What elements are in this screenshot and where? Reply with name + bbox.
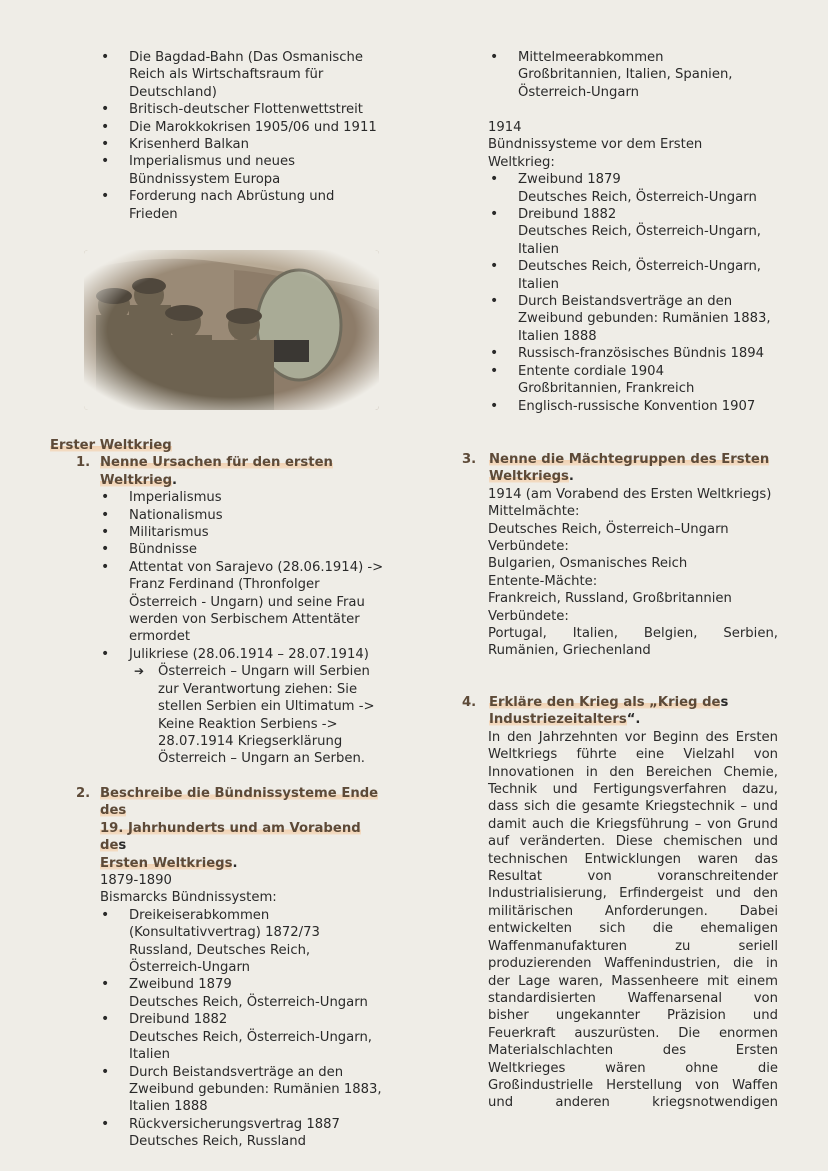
question-3-answer-line: Verbündete: — [488, 539, 569, 555]
julikrise-arrow-list — [50, 663, 390, 767]
question-2-block — [50, 785, 390, 1151]
cause-bullet-item-line: ermordet — [129, 629, 191, 645]
question-3-answer-line: Bulgarien, Osmanisches Reich — [488, 556, 688, 572]
question-2-title-line — [100, 855, 390, 872]
bismarck-bullet-item-line: • Rückversicherungsvertrag 1887 — [129, 1116, 340, 1132]
alliance-1914-bullet-item-line: Deutsches Reich, Österreich-Ungarn, — [518, 224, 761, 240]
cause-bullet-item-line: werden von Serbischem Attentäter — [129, 612, 360, 628]
question-2-title-highlight: Beschreibe die Bündnissysteme Ende des — [100, 786, 379, 819]
question-3-title — [462, 451, 778, 486]
bismarck-system-title: Bismarcks Bündnissystem: — [100, 890, 277, 906]
julikrise-line: Keine Reaktion Serbiens -> — [158, 716, 338, 732]
cause-bullet-item-line: • Attentat von Sarajevo (28.06.1914) -> — [129, 559, 384, 575]
question-2-title-highlight: 19. Jahrhunderts und am Vorabend de — [100, 820, 361, 854]
cause-bullet-item — [50, 507, 390, 524]
question-4-title — [462, 694, 778, 729]
question-4-answer-line: Weltkriegs führte eine Vielzahl von — [488, 747, 778, 763]
alliance-1914-bullet-item — [462, 398, 778, 415]
alliance-1914-bullet-item-line: Großbritannien, Frankreich — [518, 381, 695, 397]
cause-bullet-item — [50, 541, 390, 558]
intro-bullet-item-line: Frieden — [129, 206, 178, 222]
bismarck-bullet-item-line: • Dreibund 1882 — [129, 1012, 228, 1028]
question-1-period: . — [172, 472, 178, 488]
cause-bullet-item-line: • Julikriese (28.06.1914 – 28.07.1914) — [129, 646, 369, 662]
question-2-period: 1879-1890 — [100, 873, 172, 889]
alliance-1914-bullet-item-line: Deutsches Reich, Österreich-Ungarn — [518, 189, 757, 205]
bismarck-bullet-item-line: Zweibund gebunden: Rumänien 1883, — [129, 1081, 382, 1097]
cause-bullet-item-line: • Imperialismus — [129, 490, 222, 506]
question-4-answer-line: Innovationen in den Bereichen Chemie, — [488, 764, 778, 780]
alliance-title-line: Weltkrieg: — [488, 154, 555, 170]
mittelmeer-item — [462, 49, 778, 101]
question-3-title-line — [489, 451, 778, 468]
alliance-1914-bullet-item-line: • Zweibund 1879 — [518, 172, 621, 188]
mittelmeer-line: Großbritannien, Italien, Spanien, — [518, 67, 733, 83]
intro-bullet-item-line: • Die Bagdad-Bahn (Das Osmanische — [129, 50, 364, 65]
question-4-number: 4. — [462, 695, 477, 710]
question-2-title-line — [100, 785, 390, 820]
alliance-1914-bullet-item-line: Italien — [518, 276, 559, 292]
soldiers-photo — [84, 250, 379, 410]
bismarck-bullet-item-line: Deutsches Reich, Österreich-Ungarn, — [129, 1029, 372, 1045]
question-4-block — [462, 694, 778, 1112]
alliance-1914-bullet-item-line: • Entente cordiale 1904 — [518, 363, 664, 379]
question-4-answer-line: auf veränderten. Diese chemischen und — [488, 834, 778, 850]
question-4-answer-line: Industrialisierung, Erfindergeist und den — [488, 886, 778, 902]
bismarck-bullet-item — [50, 907, 390, 977]
question-4-answer-line: technischen Entwicklungen waren das — [488, 851, 778, 867]
question-2-title-tail: s — [118, 838, 127, 854]
question-4-answer — [462, 729, 778, 1112]
question-4-answer-line: damit auch die Kriegsführung – von Grund — [488, 816, 778, 832]
cause-bullet-item-line: • Militarismus — [129, 525, 209, 541]
cause-bullet-item — [50, 489, 390, 506]
question-4-title-tail: s — [720, 695, 729, 710]
alliance-system-title — [462, 136, 778, 171]
section-erster-weltkrieg — [50, 437, 390, 768]
question-2-number: 2. — [76, 786, 91, 801]
cause-bullet-item — [50, 559, 390, 646]
bismarck-bullet-item-line: • Zweibund 1879 — [129, 977, 232, 993]
bismarck-bullet-item-line: Österreich-Ungarn — [129, 960, 251, 976]
question-4-answer-line: Resultat von voranschreitender — [488, 869, 778, 885]
question-4-answer-line: produzierenden Waffenindustrien, die in — [488, 956, 778, 972]
intro-bullet-item — [50, 101, 390, 118]
bismarck-bullet-item-line: (Konsultativvertrag) 1872/73 — [129, 925, 320, 941]
julikrise-line: stellen Serbien ein Ultimatum -> — [158, 699, 375, 715]
intro-bullet-item-line: • Die Marokkokrisen 1905/06 und 1911 — [129, 119, 377, 135]
alliance-1914-bullet-item-line: • Durch Beistandsverträge an den — [518, 294, 733, 310]
question-1-title — [50, 454, 390, 489]
intro-bullet-item-line: Bündnissystem Europa — [129, 171, 281, 187]
question-3-title-tail: . — [568, 469, 574, 485]
year-1914: 1914 — [488, 120, 522, 135]
cause-bullet-item-line: Österreich - Ungarn) und seine Frau — [129, 594, 365, 610]
soldiers-photo-graphic — [84, 250, 379, 410]
question-4-answer-line: bisher ungekannter Präzision und — [488, 1008, 778, 1024]
bismarck-bullet-item — [50, 1116, 390, 1151]
bismarck-bullet-list — [50, 907, 390, 1151]
bismarck-bullet-item — [50, 1011, 390, 1063]
bismarck-bullet-item-line: Italien 1888 — [129, 1099, 208, 1115]
question-3-title-line — [489, 468, 778, 485]
julikrise-line: Österreich – Ungarn an Serben. — [158, 751, 365, 767]
mittelmeer-line: • Mittelmeerabkommen — [518, 50, 664, 65]
question-2-title — [50, 785, 390, 872]
intro-bullet-item — [50, 153, 390, 188]
intro-bullet-item-line: Reich als Wirtschaftsraum für — [129, 67, 324, 83]
alliance-1914-bullet-item-line: • Deutsches Reich, Österreich-Ungarn, — [518, 259, 761, 275]
alliance-1914-bullet-item — [462, 206, 778, 258]
section-title: Erster Weltkrieg — [50, 438, 172, 453]
intro-bullet-item-line: • Imperialismus und neues — [129, 154, 295, 170]
question-3-answer-line: Rumänien, Griechenland — [488, 643, 651, 659]
bismarck-bullet-item-line: Deutsches Reich, Russland — [129, 1134, 306, 1150]
question-3-answer — [462, 486, 778, 660]
alliance-1914-bullet-item — [462, 363, 778, 398]
alliance-1914-bullet-item-line: • Russisch-französisches Bündnis 1894 — [518, 346, 765, 362]
question-4-title-line — [489, 694, 778, 711]
question-2-title-highlight: Ersten Weltkriegs — [100, 855, 233, 871]
julikrise-arrow-item — [50, 663, 390, 767]
mittelmeer-line: Österreich-Ungarn — [518, 84, 640, 100]
question-2-title-line — [100, 820, 390, 855]
causes-bullet-list — [50, 489, 390, 663]
question-4-title-highlight: Erkläre den Krieg als „Krieg de — [489, 695, 721, 710]
question-3-block — [462, 451, 778, 660]
question-4-title-line — [489, 711, 778, 728]
bismarck-bullet-item — [50, 1064, 390, 1116]
cause-bullet-item-line: Franz Ferdinand (Thronfolger — [129, 577, 320, 593]
question-3-answer-line: Frankreich, Russland, Großbritannien — [488, 591, 732, 607]
mittelmeer-list — [462, 49, 778, 101]
bismarck-bullet-item-line: Italien — [129, 1047, 170, 1063]
intro-bullet-item — [50, 49, 390, 101]
alliance-1914-bullet-item — [462, 258, 778, 293]
intro-bullet-item-line: Deutschland) — [129, 84, 217, 100]
question-3-answer-line: Portugal, Italien, Belgien, Serbien, — [488, 626, 778, 642]
cause-bullet-item — [50, 524, 390, 541]
question-4-answer-line: Technik und Fertigungsverfahren dazu, — [488, 782, 778, 798]
question-4-answer-line: Weltkrieges wären ohne die — [488, 1060, 778, 1076]
question-4-answer-line: Waffenmanufakturen zu seriell — [488, 938, 778, 954]
alliance-1914-bullet-item — [462, 171, 778, 206]
intro-bullet-item-line: • Forderung nach Abrüstung und — [129, 189, 335, 205]
cause-bullet-item-line: • Bündnisse — [129, 542, 198, 558]
bismarck-bullet-item-line: • Dreikeiserabkommen — [129, 907, 270, 923]
question-3-answer-line: Entente-Mächte: — [488, 573, 598, 589]
intro-bullet-item — [50, 136, 390, 153]
question-4-answer-line: Feuerkraft auszurüsten. Die enormen — [488, 1025, 778, 1041]
bismarck-bullet-item-line: Deutsches Reich, Österreich-Ungarn — [129, 994, 368, 1010]
alliance-1914-bullet-item — [462, 293, 778, 345]
question-3-answer-line: Verbündete: — [488, 608, 569, 624]
question-4-answer-line: und anderen kriegsnotwendigen — [488, 1095, 778, 1111]
intro-bullet-list — [50, 49, 390, 223]
alliance-1914-bullet-item — [462, 345, 778, 362]
question-3-answer-line: 1914 (am Vorabend des Ersten Weltkriegs) — [488, 486, 772, 502]
intro-bullet-item — [50, 119, 390, 136]
question-4-answer-line: dass sich die gesamte Kriegstechnik – und — [488, 799, 778, 815]
bismarck-bullet-item-line: • Durch Beistandsverträge an den — [129, 1064, 344, 1080]
bismarck-bullet-item-line: Russland, Deutsches Reich, — [129, 942, 311, 958]
julikrise-line: 28.07.1914 Kriegserklärung — [158, 733, 343, 749]
question-3-title-highlight: Weltkriegs — [489, 469, 569, 485]
julikrise-line: zur Verantwortung ziehen: Sie — [158, 681, 358, 697]
alliance-1914-bullet-item-line: Zweibund gebunden: Rumänien 1883, — [518, 311, 771, 327]
question-4-title-tail: “. — [626, 712, 641, 728]
alliance-1914-bullet-item-line: • Englisch-russische Konvention 1907 — [518, 398, 756, 414]
alliance-1914-bullet-list — [462, 171, 778, 415]
question-4-answer-line: standardisierten Waffenarsenal von — [488, 990, 778, 1006]
intro-bullet-item-line: • Krisenherd Balkan — [129, 137, 249, 153]
question-3-answer-line: Mittelmächte: — [488, 504, 580, 520]
question-1-number: 1. — [76, 455, 91, 471]
question-4-title-highlight: Industriezeitalters — [489, 712, 627, 728]
alliance-title-line: Bündnissysteme vor dem Ersten — [488, 137, 703, 153]
alliances-1914-block — [462, 119, 778, 415]
intro-bullet-item-line: • Britisch-deutscher Flottenwettstreit — [129, 102, 363, 118]
julikrise-line: ➔ Österreich – Ungarn will Serbien — [158, 664, 370, 680]
question-4-answer-line: Großindustrielle Herstellung von Waffen — [488, 1077, 778, 1093]
alliance-1914-bullet-item-line: Italien 1888 — [518, 328, 597, 344]
question-4-answer-line: entwickelten sich die ehemaligen — [488, 921, 778, 937]
alliance-1914-bullet-item-line: Italien — [518, 241, 559, 257]
alliance-1914-bullet-item-line: • Dreibund 1882 — [518, 207, 617, 223]
question-4-answer-line: der Lage waren, Massenheere mit einem — [488, 973, 778, 989]
cause-bullet-item-line: • Nationalismus — [129, 507, 223, 523]
question-4-answer-line: In den Jahrzehnten vor Beginn des Ersten — [488, 729, 778, 745]
intro-bullet-item — [50, 188, 390, 223]
question-3-answer-line: Deutsches Reich, Österreich–Ungarn — [488, 521, 729, 537]
question-4-answer-line: Materialschlachten des Ersten — [488, 1043, 778, 1059]
question-4-answer-line: militärischen Anforderungen. Dabei — [488, 903, 778, 919]
cause-bullet-item — [50, 646, 390, 663]
question-3-title-highlight: Nenne die Mächtegruppen des Ersten — [489, 452, 770, 467]
question-2-title-tail: . — [232, 855, 238, 871]
question-3-number: 3. — [462, 452, 477, 467]
question-1-text: Nenne Ursachen für den ersten Weltkrieg — [100, 455, 333, 488]
bismarck-bullet-item — [50, 976, 390, 1011]
